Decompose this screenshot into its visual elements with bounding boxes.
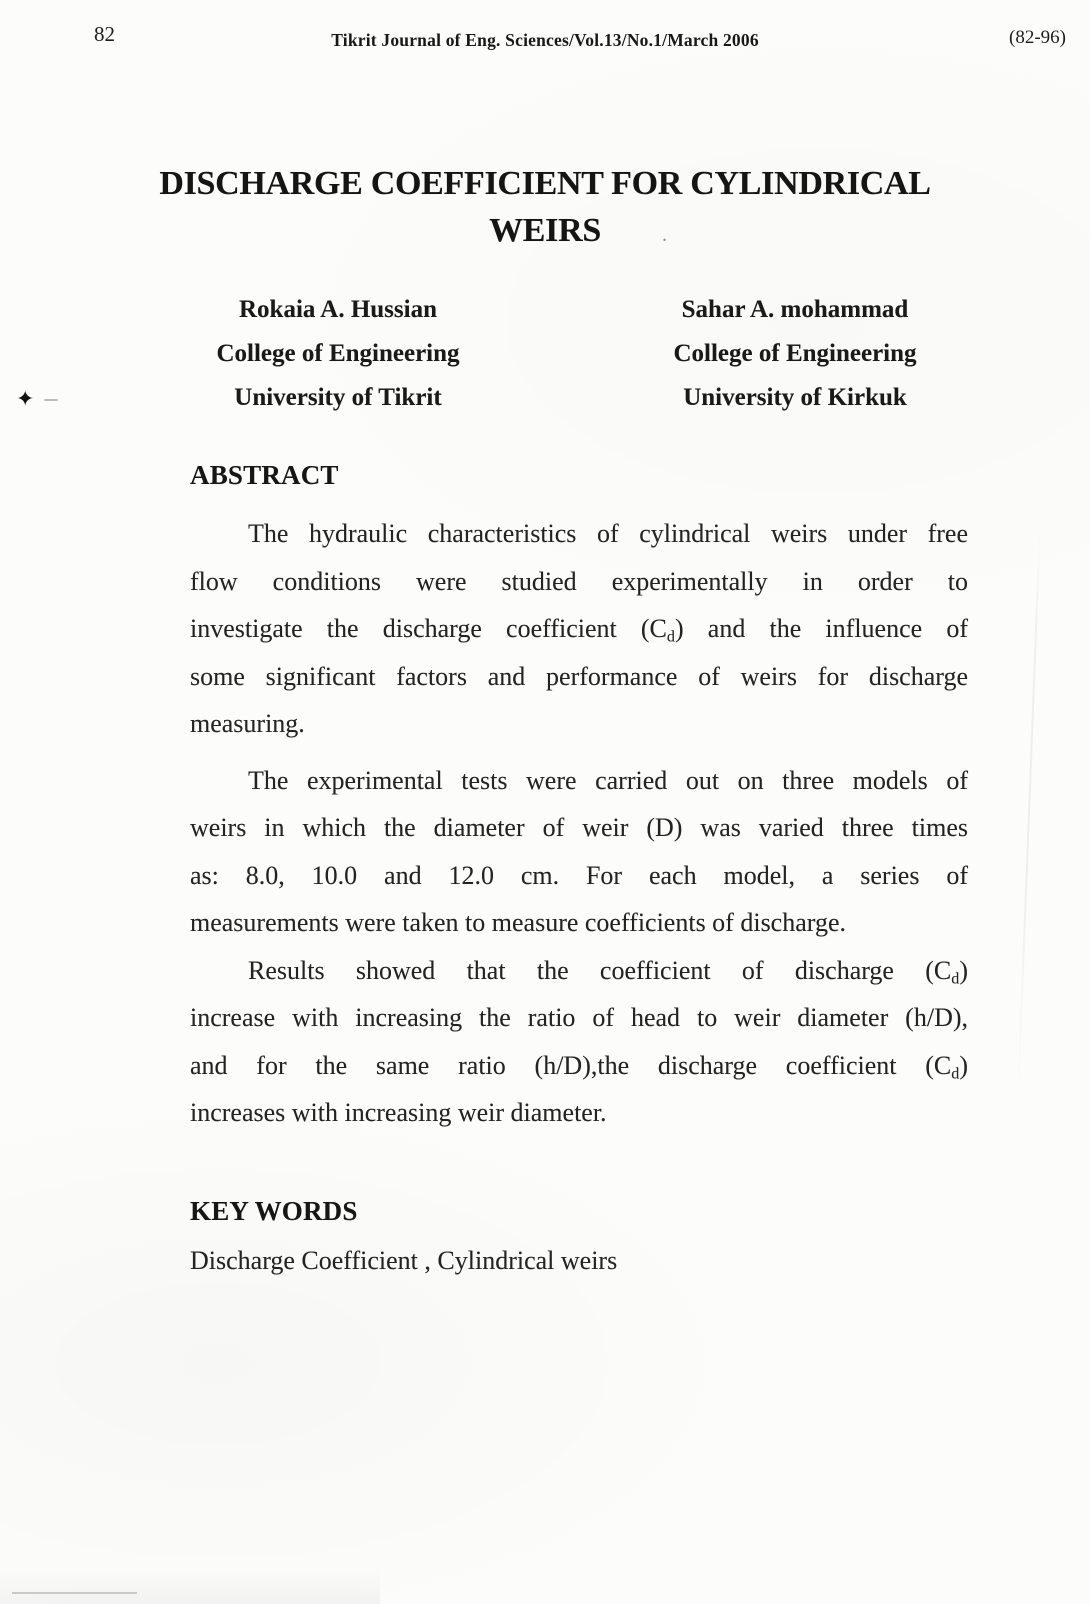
scan-edge-line-artifact	[12, 1592, 137, 1594]
page-range: (82-96)	[1009, 27, 1066, 48]
scan-smudge-artifact	[0, 1568, 380, 1604]
ink-mark-artifact: ✦	[16, 386, 35, 411]
text-line: Results showed that the coefficient of discharge $(C_d)$	[248, 955, 968, 987]
paper-title-line-2: WEIRS	[489, 212, 601, 249]
keywords-text: Discharge Coefficient , Cylindrical weirs	[190, 1246, 618, 1275]
author-2-name: Sahar A. mohammad	[681, 296, 909, 323]
text-line: investigate the discharge coefficient $(C_d)$ and the influence of	[190, 614, 968, 646]
text-line: some significant factors and performance of weirs for discharge	[190, 661, 968, 691]
author-1-affiliation: College of Engineering	[216, 340, 460, 367]
stray-dot-artifact: .	[662, 224, 667, 246]
author-1-university: University of Tikrit	[234, 384, 442, 411]
journal-header: Tikrit Journal of Eng. Sciences/Vol.13/No.1/March 2006	[331, 30, 759, 50]
author-1-name: Rokaia A. Hussian	[239, 296, 437, 323]
text-line: increase with increasing the ratio of head to weir diameter (h/D),	[190, 1003, 968, 1032]
text-line: The experimental tests were carried out on three models of	[248, 765, 968, 795]
text-line: measurements were taken to measure coefficients of discharge.	[190, 908, 846, 937]
author-block-1	[178, 288, 498, 420]
author-2-university: University of Kirkuk	[683, 384, 907, 411]
text-line: flow conditions were studied experimentally in order to	[190, 566, 968, 596]
text-line: weirs in which the diameter of weir (D) was varied three times	[190, 813, 968, 842]
keywords-heading: KEY WORDS	[190, 1196, 358, 1226]
text-line: and for the same ratio (h/D),the discharge coefficient $(C_d)$	[190, 1050, 968, 1082]
paper-crease-artifact	[1017, 525, 1041, 1100]
text-line: measuring.	[190, 709, 305, 738]
paper-title-line-1: DISCHARGE COEFFICIENT FOR CYLINDRICAL	[159, 165, 931, 202]
author-block-2	[635, 288, 955, 420]
author-2-affiliation: College of Engineering	[673, 340, 917, 367]
paper-title	[140, 160, 950, 254]
text-line: The hydraulic characteristics of cylindrical weirs under free	[248, 519, 968, 548]
ink-dash-artifact	[44, 399, 58, 401]
text-line: increases with increasing weir diameter.	[190, 1098, 607, 1127]
text-line: as: 8.0, 10.0 and 12.0 cm. For each model, a series of	[190, 860, 968, 890]
abstract-body	[190, 510, 968, 1137]
abstract-heading: ABSTRACT	[190, 460, 339, 490]
page-number: 82	[94, 22, 115, 46]
